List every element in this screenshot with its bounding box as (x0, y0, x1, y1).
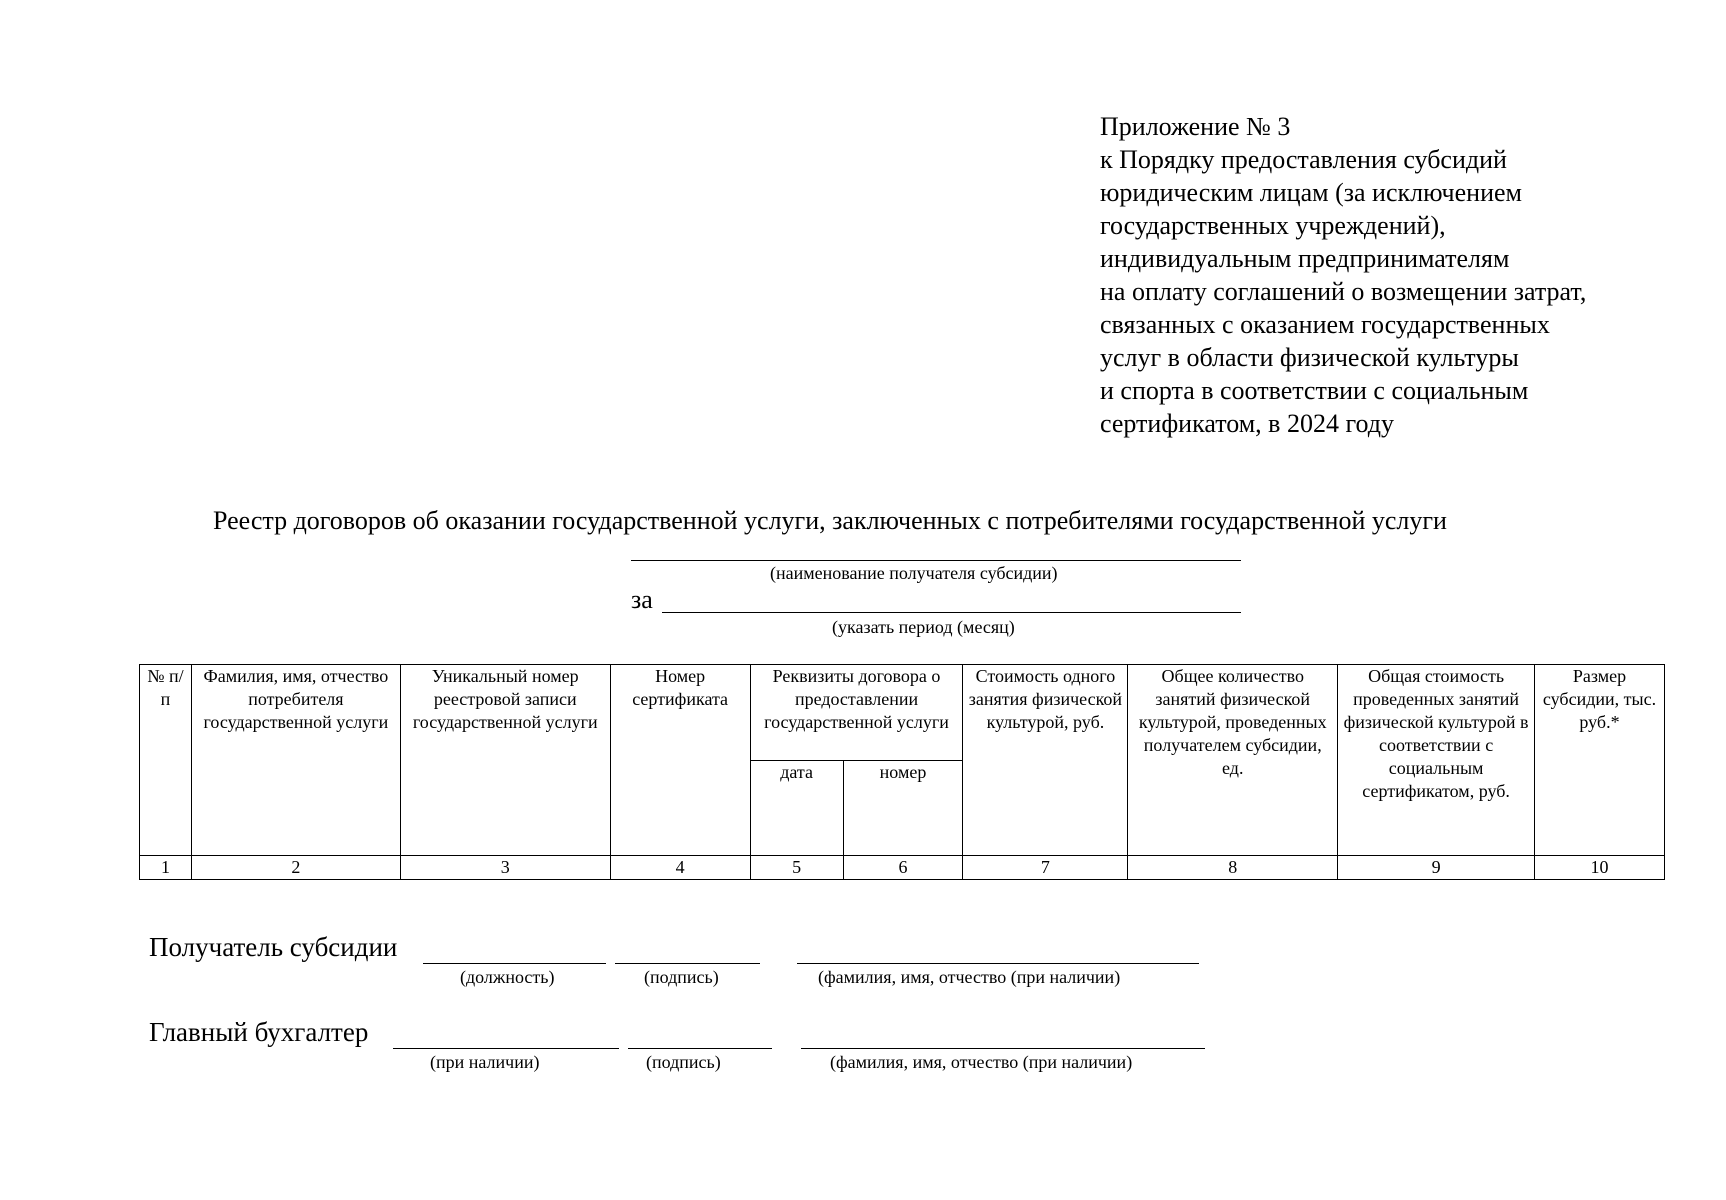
appendix-line: индивидуальным предпринимателям (1100, 244, 1510, 273)
column-number: 10 (1535, 856, 1665, 880)
recipient-fullname-caption: (фамилия, имя, отчество (при наличии) (818, 967, 1121, 987)
appendix-line: связанных с оказанием государственных (1100, 310, 1550, 339)
header-col-5-6: Реквизиты договора о предоставлении государственной услуги (750, 665, 963, 761)
column-number: 1 (140, 856, 192, 880)
recipient-signature-label: Получатель субсидии (149, 932, 398, 962)
registry-table (139, 664, 1665, 880)
header-col-6: номер (843, 760, 963, 856)
appendix-line: сертификатом, в 2024 году (1100, 409, 1394, 438)
accountant-signature-label: Главный бухгалтер (149, 1017, 369, 1047)
accountant-role-line (393, 1048, 619, 1049)
recipient-name-line (631, 560, 1241, 561)
period-prefix: за (631, 585, 653, 614)
header-col-2: Фамилия, имя, отчество потребителя государственной услуги (191, 665, 400, 856)
recipient-fullname-line (797, 963, 1199, 964)
appendix-line: на оплату соглашений о возмещении затрат, (1100, 277, 1587, 306)
column-number: 6 (843, 856, 963, 880)
column-number: 9 (1338, 856, 1535, 880)
recipient-position-line (423, 963, 606, 964)
recipient-name-caption: (наименование получателя субсидии) (770, 563, 1058, 583)
header-col-4: Номер сертификата (610, 665, 750, 856)
header-col-9: Общая стоимость проведенных занятий физической культурой в соответствии с социальным сертификатом, руб. (1338, 665, 1535, 856)
period-line (662, 612, 1241, 613)
header-col-3: Уникальный номер реестровой записи государственной услуги (400, 665, 610, 856)
appendix-line: юридическим лицам (за исключением (1100, 178, 1522, 207)
appendix-line: Приложение № 3 (1100, 112, 1291, 141)
accountant-signature-line (628, 1048, 772, 1049)
table-column-numbers-row (140, 856, 1665, 880)
accountant-fullname-line (801, 1048, 1205, 1049)
header-col-1: № п/п (140, 665, 192, 856)
column-number: 3 (400, 856, 610, 880)
accountant-signature-caption: (подпись) (646, 1052, 721, 1072)
accountant-fullname-caption: (фамилия, имя, отчество (при наличии) (830, 1052, 1133, 1072)
header-col-8: Общее количество занятий физической культурой, проведенных получателем субсидии, ед. (1128, 665, 1338, 856)
recipient-signature-line (615, 963, 760, 964)
accountant-role-caption: (при наличии) (430, 1052, 540, 1072)
recipient-signature-caption: (подпись) (644, 967, 719, 987)
appendix-line: государственных учреждений), (1100, 211, 1446, 240)
column-number: 7 (963, 856, 1128, 880)
appendix-header (1100, 110, 1720, 440)
document-title: Реестр договоров об оказании государственной услуги, заключенных с потребителями государственной услуги (213, 506, 1447, 535)
column-number: 5 (750, 856, 843, 880)
header-col-7: Стоимость одного занятия физической культурой, руб. (963, 665, 1128, 856)
appendix-line: и спорта в соответствии с социальным (1100, 376, 1529, 405)
recipient-position-caption: (должность) (460, 967, 555, 987)
column-number: 2 (191, 856, 400, 880)
period-caption: (указать период (месяц) (832, 617, 1015, 637)
appendix-line: услуг в области физической культуры (1100, 343, 1519, 372)
header-col-5: дата (750, 760, 843, 856)
column-number: 4 (610, 856, 750, 880)
table-header-row (140, 665, 1665, 761)
appendix-line: к Порядку предоставления субсидий (1100, 145, 1507, 174)
column-number: 8 (1128, 856, 1338, 880)
header-col-10: Размер субсидии, тыс. руб.* (1535, 665, 1665, 856)
